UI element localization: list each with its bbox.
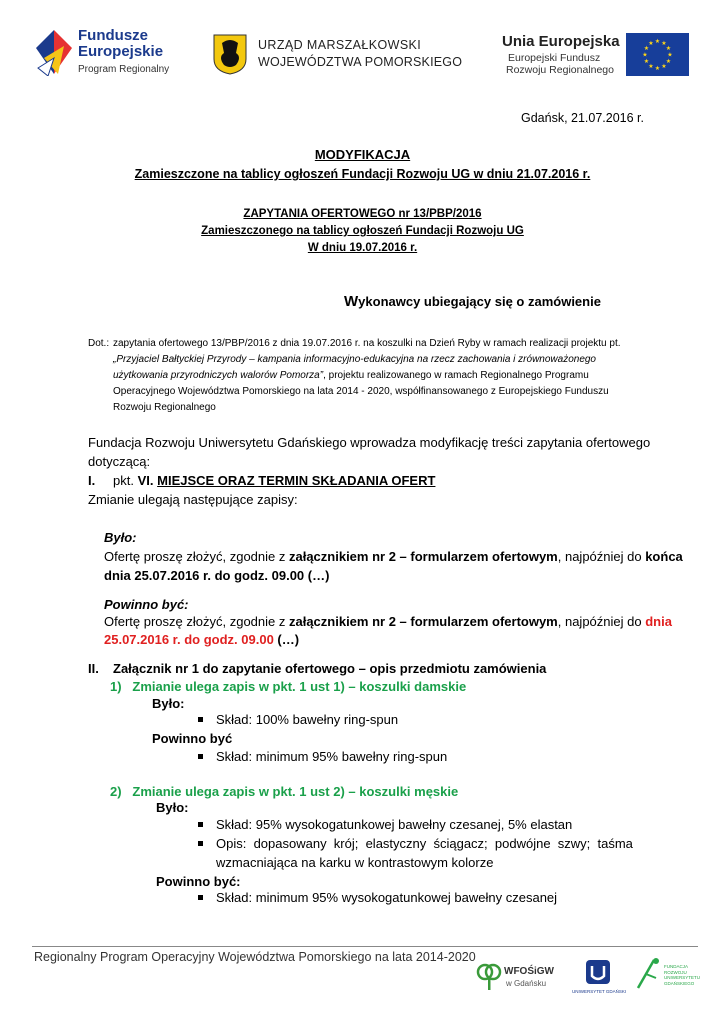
dot-line2: „Przyjaciel Bałtyckiej Przyrody – kampania informacyjno-edukacyjna na rzecz zachowania i zrównoważonego [113, 354, 596, 365]
section1-change: Zmianie ulegają następujące zapisy: [88, 492, 298, 507]
um-line1: URZĄD MARSZAŁKOWSKI [258, 38, 422, 52]
inquiry-number: ZAPYTANIA OFERTOWEGO nr 13/PBP/2016 [243, 208, 482, 220]
fe-sub: Program Regionalny [78, 64, 170, 75]
bylo-t2: załącznikiem nr 2 – formularzem ofertowym [288, 549, 558, 564]
addressee-initial: W [344, 293, 359, 310]
bylo-t3: , najpóźniej do [557, 549, 646, 564]
bylo-label: Było: [104, 530, 137, 545]
dot-label: Dot.: [88, 338, 110, 349]
document-date: Gdańsk, 21.07.2016 r. [521, 111, 645, 125]
bylo-t4: końca [645, 549, 683, 564]
wfosigw-logo [476, 960, 566, 1000]
item2-bylo-bullet2b: wzmacniająca na karku w kontrastowym kolorze [216, 855, 494, 870]
bullet-icon [198, 754, 203, 759]
fe-star-icon [34, 28, 74, 76]
item1-bylo: Było: [152, 696, 185, 711]
dot-line3 [113, 370, 589, 381]
bullet-icon [198, 841, 203, 846]
dot-line4: Operacyjnego Województwa Pomorskiego na lata 2014 - 2020, współfinansowanego z Europejskiego Funduszu [113, 386, 609, 397]
section1-vi: VI. [137, 473, 154, 488]
addressee-rest: ykonawcy ubiegający się o zamówienie [358, 294, 601, 309]
bylo-line2: dnia 25.07.2016 r. do godz. 09.00 (…) [104, 568, 330, 583]
item2-powinno-bullet: Skład: minimum 95% wysokogatunkowej bawełny czesanej [216, 890, 558, 905]
fe-title2: Europejskie [78, 43, 164, 60]
item2-bylo-bullet1: Skład: 95% wysokogatunkowej bawełny czesanej, 5% elastan [216, 817, 573, 832]
item2-title: 2) Zmianie ulega zapis w pkt. 1 ust 2) – koszulki męskie [110, 784, 459, 799]
dot-line1: zapytania ofertowego 13/PBP/2016 z dnia 19.07.2016 r. na koszulki na Dzień Ryby w ramach realizacji projektu pt. [113, 338, 621, 349]
addressee [344, 293, 601, 310]
ug-name: UNIWERSYTET GDAŃSKI [572, 989, 627, 994]
svg-text:★: ★ [661, 64, 667, 70]
fe-title1: Fundusze [78, 27, 148, 44]
ue-sub2: Rozwoju Regionalnego [506, 64, 614, 76]
svg-text:★: ★ [648, 64, 654, 70]
bylo-t1: Ofertę proszę złożyć, zgodnie z [104, 549, 289, 564]
pow-t2: załącznikiem nr 2 – formularzem ofertowym [288, 614, 558, 629]
svg-text:★: ★ [661, 41, 667, 47]
bullet-icon [198, 895, 203, 900]
ue-sub1: Europejski Fundusz [508, 52, 601, 64]
ue-title: Unia Europejska [502, 33, 620, 50]
wfos-name: WFOŚiGW [504, 966, 554, 977]
svg-text:★: ★ [643, 46, 650, 52]
item1-title: 1) Zmianie ulega zapis w pkt. 1 ust 1) – koszulki damskie [110, 679, 467, 694]
bullet-icon [198, 717, 203, 722]
pow-t3: , najpóźniej do [557, 614, 646, 629]
svg-text:★: ★ [665, 46, 672, 52]
fund-line3: UNIWERSYTETU [664, 975, 700, 980]
dot-line3-rest: , projektu realizowanego w ramach Regionalnego Programu [323, 370, 589, 381]
bylo-line1 [104, 549, 683, 564]
pow-t6: (…) [273, 632, 300, 647]
footer-divider [32, 946, 698, 947]
fundacja-text [664, 964, 700, 986]
svg-text:★: ★ [667, 52, 673, 59]
item2-bylo-bullet2a: Opis: dopasowany krój; elastyczny ściągacz; podwójne szwy; taśma [216, 836, 633, 851]
svg-text:★: ★ [665, 59, 672, 65]
item1-powinno: Powinno być [152, 731, 233, 746]
eu-flag-icon [626, 33, 689, 76]
item1-bylo-bullet: Skład: 100% bawełny ring-spun [216, 712, 399, 727]
fundacja-ug-logo [634, 956, 706, 1000]
intro-line1: Fundacja Rozwoju Uniwersytetu Gdańskiego wprowadza modyfikację treści zapytania ofertowego [88, 435, 651, 450]
dot-line5: Rozwoju Regionalnego [113, 402, 216, 413]
powinno-label: Powinno być: [104, 597, 189, 612]
wfos-city: w Gdańsku [506, 979, 547, 988]
inquiry-date: W dniu 19.07.2016 r. [307, 242, 418, 254]
fund-line4: GDAŃSKIEGO [664, 980, 695, 986]
document-title: MODYFIKACJA [314, 147, 411, 162]
section2-number: II. [88, 661, 99, 676]
section2-title: Załącznik nr 1 do zapytanie ofertowego – opis przedmiotu zamówienia [113, 661, 547, 676]
intro-line2: dotyczącą: [88, 454, 151, 469]
tree-icon [476, 962, 502, 992]
svg-text:★: ★ [654, 66, 661, 72]
item2-powinno: Powinno być: [156, 874, 241, 889]
dot-line3-italic: użytkowania przyrodniczych walorów Pomorza” [113, 370, 324, 381]
item1-powinno-bullet: Skład: minimum 95% bawełny ring-spun [216, 749, 448, 764]
svg-text:★: ★ [643, 59, 650, 65]
pomorskie-griffin-seal-icon [212, 33, 248, 75]
powinno-line2 [104, 632, 299, 647]
svg-text:★: ★ [642, 52, 648, 59]
fund-line1: FUNDACJA [664, 964, 689, 969]
ug-emblem-icon [584, 958, 612, 986]
footer-text: Regionalny Program Operacyjny Województwa Pomorskiego na lata 2014-2020 [34, 950, 476, 964]
section1-heading [113, 473, 435, 488]
inquiry-board: Zamieszczonego na tablicy ogłoszeń Fundacji Rozwoju UG [201, 225, 524, 237]
fund-line2: ROZWOJU [664, 969, 687, 975]
svg-text:★: ★ [654, 39, 661, 45]
bullet-icon [198, 822, 203, 827]
pow-t5: 25.07.2016 r. do godz. 09.00 [104, 632, 274, 647]
item2-bylo: Było: [156, 800, 189, 815]
ug-logo [568, 958, 628, 1002]
pow-t1: Ofertę proszę złożyć, zgodnie z [104, 614, 289, 629]
powinno-line1 [104, 614, 672, 629]
document-subtitle: Zamieszczone na tablicy ogłoszeń Fundacji Rozwoju UG w dniu 21.07.2016 r. [134, 167, 591, 181]
section1-number: I. [88, 473, 96, 488]
section1-pkt: pkt. [113, 473, 134, 488]
runner-icon [634, 956, 662, 992]
fundusze-europejskie-logo [34, 28, 184, 80]
svg-text:★: ★ [648, 41, 654, 47]
pow-t4: dnia [645, 614, 672, 629]
um-line2: WOJEWÓDZTWA POMORSKIEGO [258, 55, 463, 69]
section1-title: MIEJSCE ORAZ TERMIN SKŁADANIA OFERT [157, 473, 436, 488]
